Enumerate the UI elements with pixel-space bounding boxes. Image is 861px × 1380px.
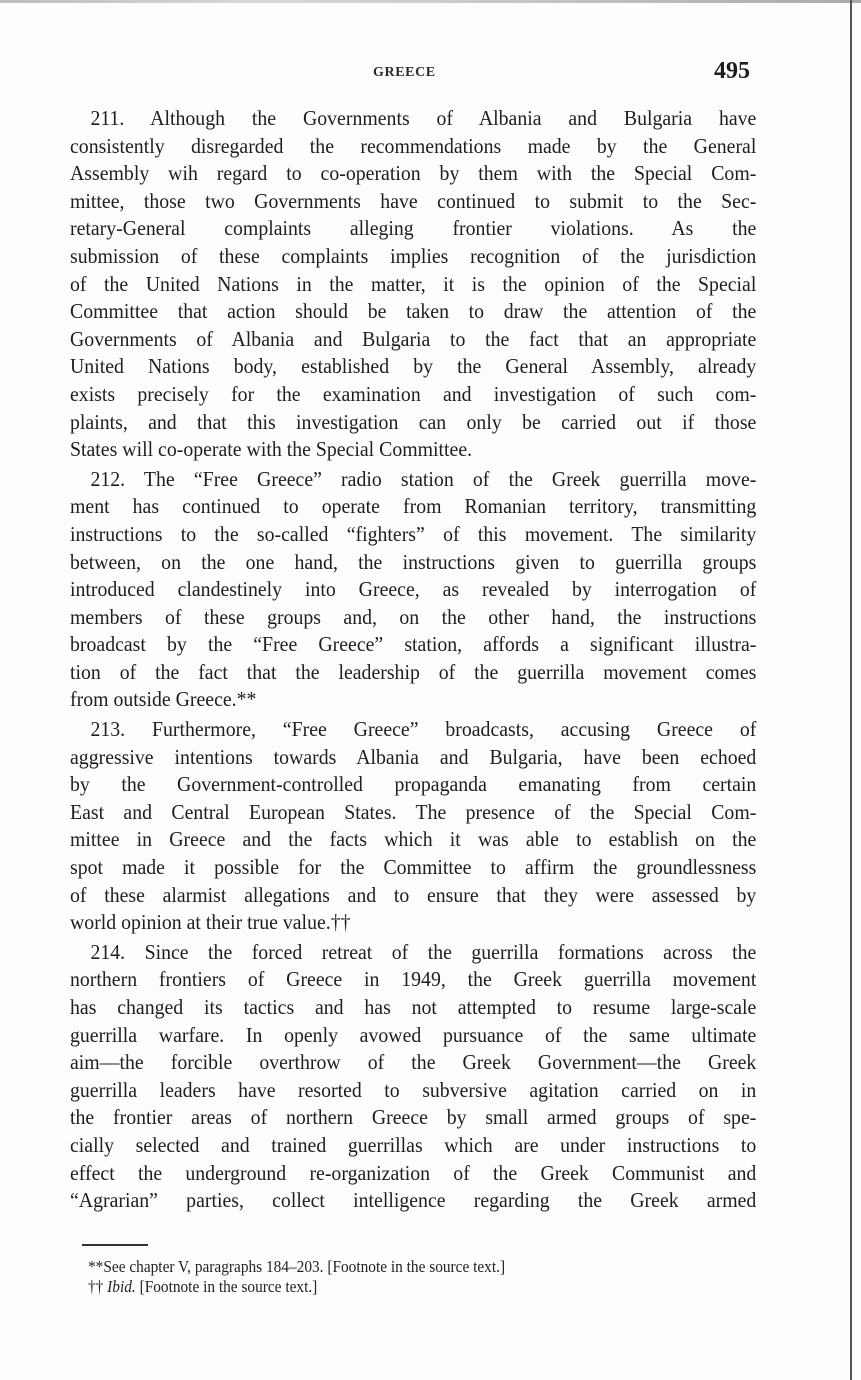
text-line: 211. Although the Governments of Albania and Bulgaria have	[90, 106, 757, 130]
footnote-2	[88, 1277, 505, 1297]
text-line: States will co-operate with the Special Committee.	[70, 437, 473, 462]
text-line: the frontier areas of northern Greece by small armed groups of spe-	[70, 1105, 757, 1130]
text-line: from outside Greece.**	[70, 687, 257, 712]
text-line: 213. Furthermore, “Free Greece” broadcasts, accusing Greece of	[90, 717, 757, 742]
page-top-edge	[0, 0, 861, 3]
text-line: of the United Nations in the matter, it is the opinion of the Special	[70, 271, 757, 296]
text-line: spot made it possible for the Committee to affirm the groundlessness	[70, 855, 757, 880]
footnote-text: [Footnote in the source text.]	[135, 1277, 318, 1296]
footnote-marker: ††	[88, 1277, 104, 1296]
text-line: East and Central European States. The presence of the Special Com-	[70, 799, 757, 824]
page-number: 495	[714, 58, 750, 84]
text-line: aggressive intentions towards Albania and Bulgaria, have been echoed	[70, 744, 757, 769]
footnotes	[88, 1257, 505, 1297]
text-line: effect the underground re-organization of the Greek Communist and	[70, 1160, 757, 1185]
text-line: ment has continued to operate from Romanian territory, transmitting	[70, 494, 757, 519]
text-line: 212. The “Free Greece” radio station of the Greek guerrilla move-	[90, 466, 757, 491]
text-line: mittee, those two Governments have continued to submit to the Sec-	[70, 188, 757, 213]
text-line: “Agrarian” parties, collect intelligence regarding the Greek armed	[70, 1188, 757, 1213]
text-line: instructions to the so-called “fighters” of this movement. The similarity	[70, 521, 757, 546]
text-line: aim—the forcible overthrow of the Greek Government—the Greek	[70, 1050, 757, 1075]
text-line: cially selected and trained guerrillas which are under instructions to	[70, 1132, 757, 1157]
text-line: Committee that action should be taken to draw the attention of the	[70, 299, 757, 324]
text-line: members of these groups and, on the other hand, the instructions	[70, 604, 757, 629]
text-line: mittee in Greece and the facts which it was able to establish on the	[70, 827, 757, 852]
text-line: of these alarmist allegations and to ensure that they were assessed by	[70, 882, 757, 907]
footnote-ibid: Ibid.	[107, 1277, 136, 1296]
text-line: world opinion at their true value.††	[70, 910, 351, 935]
paragraph-213	[70, 716, 756, 937]
text-line: Governments of Albania and Bulgaria to the fact that an appropriate	[70, 326, 757, 351]
paragraph-211	[70, 105, 756, 464]
running-head-title: GREECE	[373, 65, 436, 80]
paragraph-212	[70, 466, 756, 714]
text-line: tion of the fact that the leadership of the guerrilla movement comes	[70, 659, 757, 684]
text-line: United Nations body, established by the General Assembly, already	[70, 354, 757, 379]
footnote-marker: **	[88, 1257, 104, 1276]
text-line: 214. Since the forced retreat of the guerrilla formations across the	[90, 939, 757, 964]
text-line: between, on the one hand, the instructions given to guerrilla groups	[70, 549, 757, 574]
text-line: by the Government-controlled propaganda emanating from certain	[70, 772, 757, 797]
text-line: guerrilla warfare. In openly avowed pursuance of the same ultimate	[70, 1022, 757, 1047]
footnote-text: See chapter V, paragraphs 184–203. [Footnote in the source text.]	[103, 1257, 506, 1276]
footnote-separator	[82, 1244, 148, 1246]
text-line: retary-General complaints alleging frontier violations. As the	[70, 216, 757, 241]
text-line: northern frontiers of Greece in 1949, the Greek guerrilla movement	[70, 967, 757, 992]
text-line: broadcast by the “Free Greece” station, affords a significant illustra-	[70, 632, 757, 657]
footnote-1	[88, 1257, 505, 1277]
text-line: submission of these complaints implies recognition of the jurisdiction	[70, 243, 757, 268]
text-line: consistently disregarded the recommendations made by the General	[70, 133, 757, 158]
paragraph-214	[70, 939, 756, 1215]
text-line: exists precisely for the examination and investigation of such com-	[70, 381, 757, 406]
text-line: plaints, and that this investigation can only be carried out if those	[70, 409, 757, 434]
running-head	[0, 58, 861, 86]
text-line: Assembly wih regard to co-operation by them with the Special Com-	[70, 161, 757, 186]
page-binding-edge	[850, 0, 852, 1380]
text-line: introduced clandestinely into Greece, as revealed by interrogation of	[70, 577, 757, 602]
body-text	[70, 105, 756, 1215]
text-line: has changed its tactics and has not attempted to resume large-scale	[70, 995, 757, 1019]
text-line: guerrilla leaders have resorted to subversive agitation carried on in	[70, 1077, 757, 1102]
